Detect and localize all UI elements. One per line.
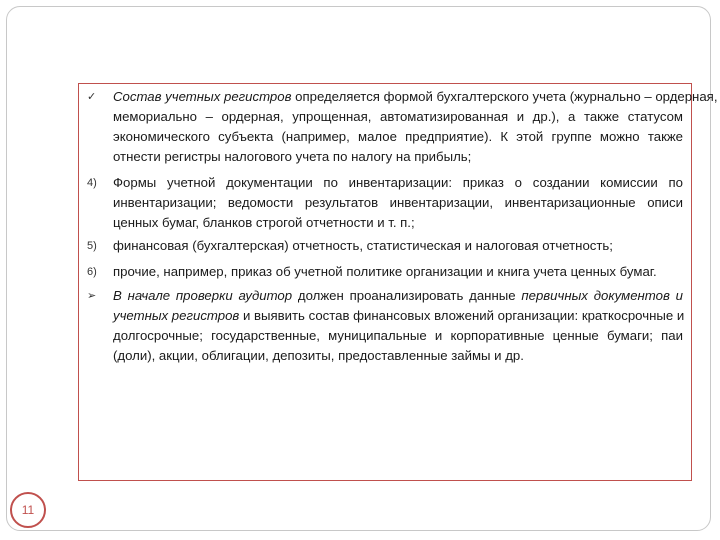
checkmark-icon: ✓ <box>87 91 97 103</box>
list-item <box>87 173 683 233</box>
item-emphasis: учетных регистров <box>113 308 240 323</box>
page-number-badge: 11 <box>10 492 46 528</box>
item-text: отнести регистры налогового учета по налогу на прибыль; <box>113 149 472 164</box>
item-text: (доли), акции, облигации, депозиты, предоставленные займы и др. <box>113 348 524 363</box>
content-box <box>78 83 718 481</box>
list-item <box>87 262 683 282</box>
item-text: и выявить состав финансовых вложений организации: краткосрочные и <box>239 308 685 323</box>
item-lead: Состав учетных регистров <box>113 89 292 104</box>
item-text: Формы учетной документации по инвентаризации: приказ о создании комиссии по <box>113 175 683 190</box>
list-item <box>87 286 683 366</box>
item-text: инвентаризации; ведомости результатов инвентаризации, инвентаризационные описи <box>113 195 683 210</box>
item-text: финансовая (бухгалтерская) отчетность, статистическая и налоговая отчетность; <box>113 238 613 253</box>
item-number: 4) <box>87 177 97 189</box>
slide-frame <box>6 6 718 531</box>
list-item <box>87 87 718 167</box>
arrow-bullet-icon: ➢ <box>87 290 97 302</box>
item-text: прочие, например, приказ об учетной политике организации и книга учета ценных бумаг. <box>113 264 657 279</box>
item-emphasis: первичных документов и <box>521 288 683 303</box>
item-text: долгосрочные; государственные, муниципальные и корпоративные ценные бумаги; паи <box>113 328 683 343</box>
item-text: ценных бумаг, бланков строгой отчетности и т. п.; <box>113 215 415 230</box>
list-item <box>87 236 683 256</box>
item-text: определяется формой бухгалтерского учета (журнально – ордерная, <box>291 89 718 104</box>
item-text: мемориально – ордерная, упрощенная, автоматизированная и др.), а также статусом <box>113 109 683 124</box>
item-number: 5) <box>87 240 97 252</box>
item-text: должен проанализировать данные <box>292 288 522 303</box>
item-number: 6) <box>87 266 97 278</box>
item-emphasis: В начале проверки аудитор <box>113 288 293 303</box>
item-text: экономического субъекта (например, малое предприятие). К этой группе можно также <box>113 129 683 144</box>
